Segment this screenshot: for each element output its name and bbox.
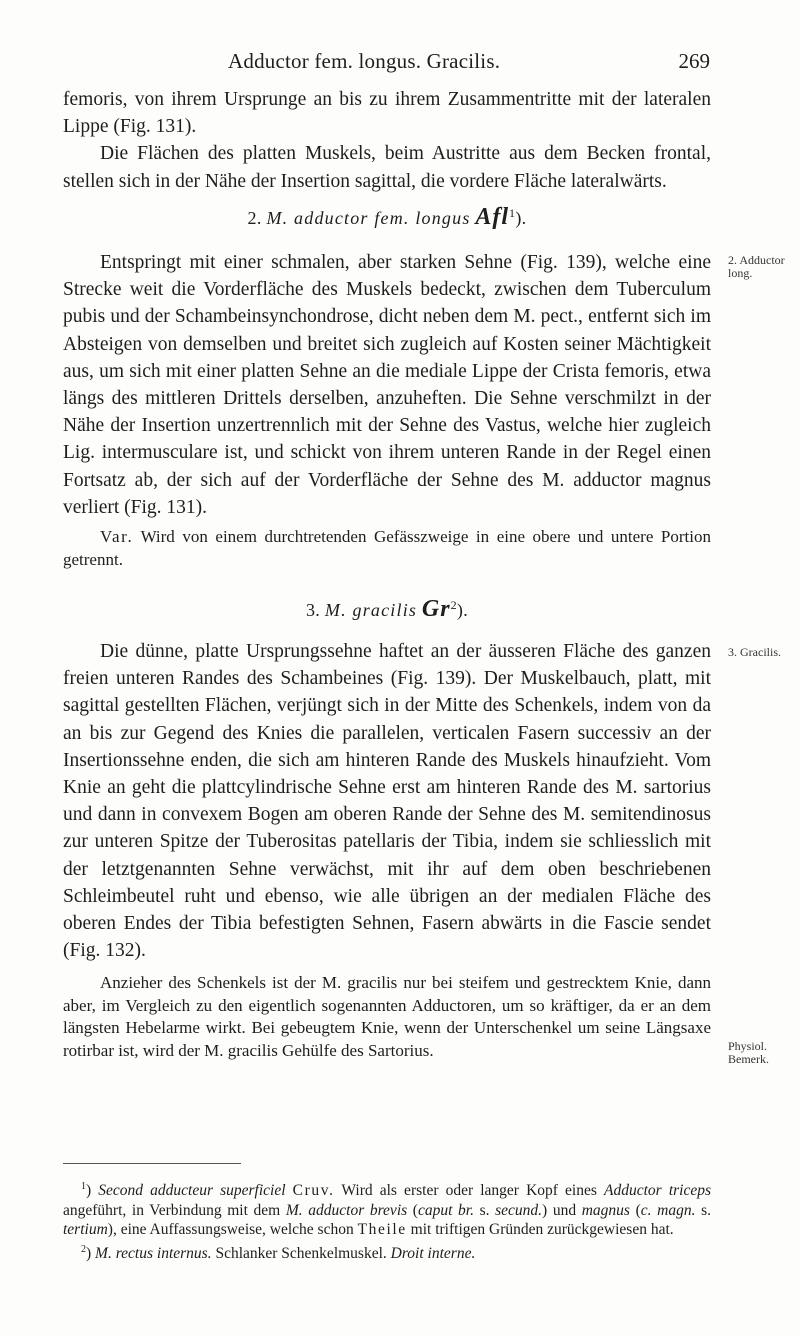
footnote-author: Theile xyxy=(357,1221,407,1239)
variation-label: Var. xyxy=(100,527,134,547)
variation-text: Wird von einem durchtretenden Gefässzweige in eine obere und untere Portion getrennt. xyxy=(63,527,711,569)
footnote-term: Droit interne. xyxy=(390,1244,476,1262)
footnote-term: magnus xyxy=(581,1201,630,1219)
footnote-marker: 1 xyxy=(81,1181,86,1192)
margin-note-gracilis: 3. Gracilis. xyxy=(728,645,781,659)
adductor-longus-heading: 2. M. adductor fem. longus Afl$^1$). xyxy=(247,204,527,230)
margin-note-physiology: Physiol. Bemerk. xyxy=(728,1039,769,1066)
footnote-term: M. adductor brevis xyxy=(285,1201,408,1219)
running-header xyxy=(0,49,800,79)
section-number: 2. xyxy=(247,208,262,228)
footnote-text: s. xyxy=(701,1201,711,1219)
gracilis-description: Die dünne, platte Ursprungssehne haftet an der äusseren Fläche des ganzen freien unteren Randes des Schambeines (Fig. 139). Der Muskelbauch, platt, mit sagittal gestellten Flächen, verjüngt sich in der Mitte des Schenkels, indem von da an bis zur Gegend des Knies die parallelen, verticalen Fasern successiv an der Insertionssehne enden, die sich am hinteren Rande des Muskels hinaufzieht. Vom Knie an geht die plattcylindrische Sehne erst am hinteren Rande des M. sartorius und dann in convexem Bogen am oberen Rande der Sehne des M. semitendinosus zur unteren Spitze der Tuberositas patellaris der Tibia, indem sie schliesslich mit der letztgenannten Sehne verwächst, mit ihr auf dem oben beschriebenen Schleimbeutel ruht und ebenso, wie alle übrigen an der medialen Fläche des oberen Endes der Tibia befestigten Sehnen, Fasern abwärts in die Fascie sendet (Fig. 132). xyxy=(63,641,711,962)
section-number: 3. xyxy=(305,600,321,620)
footnote-text: mit triftigen Gründen zurückgewiesen hat. xyxy=(410,1221,674,1239)
footnote-divider xyxy=(63,1163,241,1164)
footnote-term: M. rectus internus. xyxy=(95,1244,212,1262)
footnote-text: Schlanker Schenkelmuskel. xyxy=(215,1244,387,1262)
footnote-term: Second adducteur superficiel xyxy=(98,1182,286,1200)
footnote-term: Adductor triceps xyxy=(604,1182,712,1200)
footnote-text: s. xyxy=(479,1201,490,1219)
footnote-text: ( xyxy=(412,1201,418,1219)
running-title: Adductor fem. longus. Gracilis. xyxy=(228,49,501,73)
intro-section xyxy=(63,86,711,195)
footnote-term: tertium xyxy=(63,1221,108,1239)
gracilis-section xyxy=(63,638,711,1062)
page-number: 269 xyxy=(678,49,710,73)
footnote-term: caput br. xyxy=(417,1201,474,1219)
muscle-name: M. gracilis xyxy=(324,600,418,620)
footnote-marker: 2 xyxy=(81,1243,86,1255)
footnote-text: ( xyxy=(635,1201,641,1219)
footnote-term: c. magn. xyxy=(640,1201,696,1219)
footnote-ref: 2 xyxy=(450,598,457,612)
footnote-author: Cruv. xyxy=(292,1182,335,1200)
footnote-term: secund. xyxy=(495,1201,543,1219)
margin-note-adductor-longus: 2. Adductor long. xyxy=(728,253,785,280)
intro-paragraph-continuation: femoris, von ihrem Ursprunge an bis zu ihrem Zusammentritte mit der lateralen Lippe (Fig. 131). xyxy=(63,89,711,138)
footnote-2: $^2$) M. rectus internus. Schlanker Schenkelmuskel. Droit interne. xyxy=(81,1243,476,1262)
footnote-text: angeführt, in Verbindung mit dem xyxy=(63,1201,281,1219)
gracilis-heading: 3. M. gracilis Gr$^2$). xyxy=(305,596,469,622)
footnote-text: ) und xyxy=(542,1201,577,1219)
footnote-1: $^1$) Second adducteur superficiel Cruv. Wird als erster oder langer Kopf eines Adductor triceps angeführt, in Verbindung mit dem M. adductor brevis (caput br. s. secund.) und magnus (c. magn. s. tertium), eine Auffassungsweise, welche schon Theile mit triftigen Gründen zurückgewiesen hat. xyxy=(63,1181,712,1239)
variation-note xyxy=(63,526,711,571)
muscle-symbol: Gr xyxy=(421,596,451,622)
adductor-longus-section xyxy=(63,249,711,571)
muscle-symbol: Afl xyxy=(475,204,510,230)
muscle-name: M. adductor fem. longus xyxy=(266,208,471,228)
footnote-text: Wird als erster oder langer Kopf eines xyxy=(341,1182,597,1200)
intro-paragraph-surfaces: Die Flächen des platten Muskels, beim Austritte aus dem Becken frontal, stellen sich in der Nähe der Insertion sagittal, die vordere Fläche lateralwärts. xyxy=(63,143,711,192)
footnotes xyxy=(63,1177,711,1263)
physiological-note: Anzieher des Schenkels ist der M. gracilis nur bei steifem und gestrecktem Knie, dann aber, im Vergleich zu den eigentlich sogenannten Adductoren, um so kräftiger, da er an dem längsten Hebelarme wirkt. Bei gebeugtem Knie, wenn der Unterschenkel um seine Längsaxe rotirbar ist, wird der M. gracilis Gehülfe des Sartorius. xyxy=(63,973,711,1060)
footnote-text: ), eine Auffassungsweise, welche schon xyxy=(107,1221,354,1239)
adductor-longus-description: Entspringt mit einer schmalen, aber starken Sehne (Fig. 139), welche eine Strecke weit die Vorderfläche des Muskels bedeckt, zwischen dem Tuberculum pubis und der Schambeinsynchondrose, dicht neben dem M. pect., entfernt sich im Absteigen von demselben und breitet sich zugleich auf Kosten seiner Mächtigkeit aus, um sich mit einer platten Sehne an die mediale Lippe der Crista femoris, etwa längs des mittleren Drittels derselben, anzuheften. Die Sehne verschmilzt in der Nähe der Insertion unzertrennlich mit der Sehne des Vastus, welche hier zugleich Lig. intermusculare ist, und schickt von ihrem unteren Rande in der Regel einen Fortsatz ab, der sich auf der Vorderfläche der Sehne des M. adductor magnus verliert (Fig. 131). xyxy=(63,252,711,518)
footnote-ref: 1 xyxy=(509,206,516,220)
